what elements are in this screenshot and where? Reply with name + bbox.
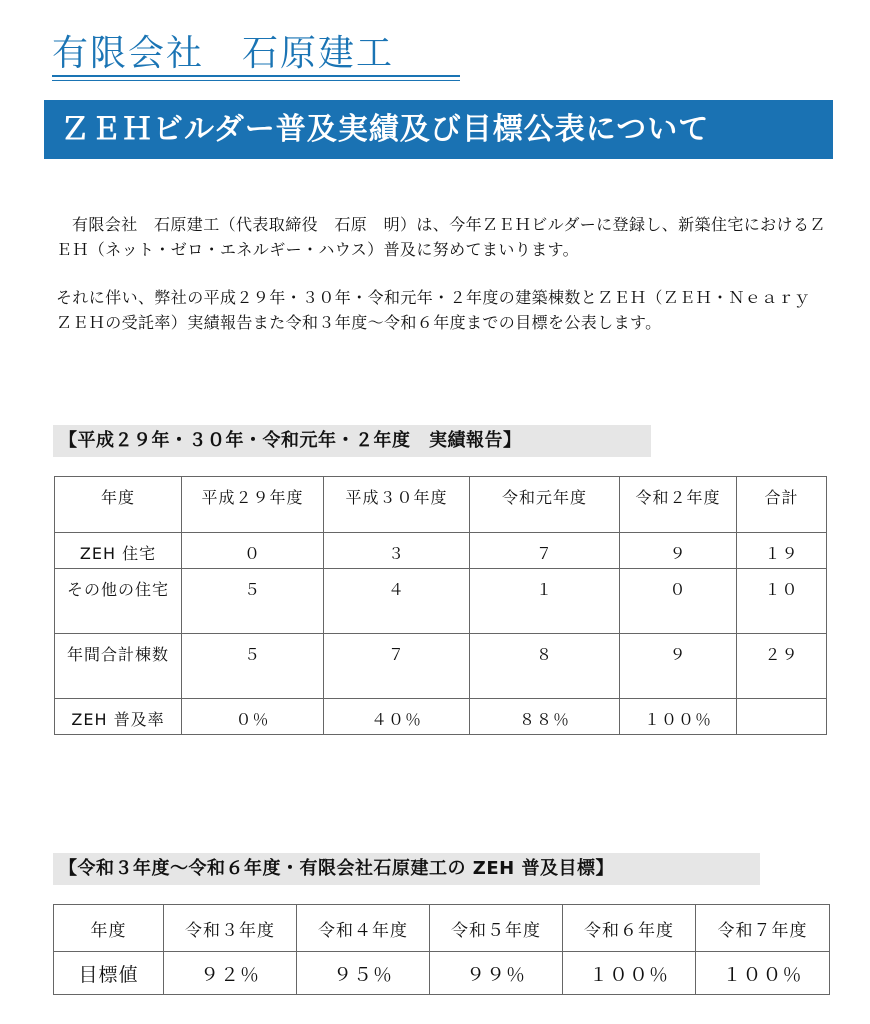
results-header-cell: 平成２９年度 <box>182 477 324 533</box>
targets-table <box>53 904 830 995</box>
company-underline <box>52 75 460 77</box>
row-label: 年間合計棟数 <box>55 634 182 699</box>
targets-header-row <box>54 905 830 952</box>
table-cell: １ <box>470 569 620 634</box>
table-cell: ９ <box>620 533 737 569</box>
target-value-cell: １００％ <box>696 952 830 995</box>
table-cell: ７ <box>324 634 470 699</box>
row-label: ZEH 住宅 <box>55 533 182 569</box>
table-cell: ２９ <box>737 634 827 699</box>
table-cell <box>737 699 827 735</box>
targets-header-cell: 年度 <box>54 905 164 952</box>
results-header-row <box>55 477 827 533</box>
results-header-cell: 合計 <box>737 477 827 533</box>
table-cell: ４ <box>324 569 470 634</box>
table-cell: ５ <box>182 569 324 634</box>
targets-header-cell: 令和６年度 <box>563 905 696 952</box>
targets-heading: 【令和３年度～令和６年度・有限会社石原建工の ZEH 普及目標】 <box>53 853 760 885</box>
target-value-cell: ９２％ <box>164 952 297 995</box>
row-label: 目標値 <box>54 952 164 995</box>
page-title: ＺＥＨビルダー普及実績及び目標公表について <box>44 100 833 159</box>
target-value-cell: １００％ <box>563 952 696 995</box>
targets-header-cell: 令和５年度 <box>430 905 563 952</box>
target-value-cell: ９５％ <box>297 952 430 995</box>
row-label: その他の住宅 <box>55 569 182 634</box>
company-underline-thin <box>52 80 460 81</box>
table-cell: ８ <box>470 634 620 699</box>
table-row <box>55 533 827 569</box>
table-cell: ０ <box>182 533 324 569</box>
results-header-cell: 年度 <box>55 477 182 533</box>
targets-value-row <box>54 952 830 995</box>
table-cell: ７ <box>470 533 620 569</box>
target-value-cell: ９９％ <box>430 952 563 995</box>
results-header-cell: 令和２年度 <box>620 477 737 533</box>
table-cell: ９ <box>620 634 737 699</box>
results-table <box>54 476 827 735</box>
company-name: 有限会社 石原建工 <box>52 33 395 74</box>
intro-paragraph-1: 有限会社 石原建工（代表取締役 石原 明）は、今年ＺＥＨビルダーに登録し、新築住宅におけるＺＥＨ（ネット・ゼロ・エネルギー・ハウス）普及に努めてまいります。 <box>56 215 826 259</box>
table-cell: ５ <box>182 634 324 699</box>
table-cell: ３ <box>324 533 470 569</box>
table-cell: １９ <box>737 533 827 569</box>
table-cell: １０ <box>737 569 827 634</box>
table-cell: ０％ <box>182 699 324 735</box>
table-cell: ４０％ <box>324 699 470 735</box>
results-header-cell: 令和元年度 <box>470 477 620 533</box>
results-header-cell: 平成３０年度 <box>324 477 470 533</box>
results-heading: 【平成２９年・３０年・令和元年・２年度 実績報告】 <box>53 425 651 457</box>
targets-header-cell: 令和４年度 <box>297 905 430 952</box>
table-row <box>55 569 827 634</box>
targets-header-cell: 令和３年度 <box>164 905 297 952</box>
table-row <box>55 699 827 735</box>
table-cell: ０ <box>620 569 737 634</box>
table-row <box>55 634 827 699</box>
table-cell: ８８％ <box>470 699 620 735</box>
table-cell: １００％ <box>620 699 737 735</box>
row-label: ZEH 普及率 <box>55 699 182 735</box>
targets-header-cell: 令和７年度 <box>696 905 830 952</box>
intro-paragraph-2: それに伴い、弊社の平成２９年・３０年・令和元年・２年度の建築棟数とＺＥＨ（ＺＥＨ・ＮｅａｒｙＺＥＨの受託率）実績報告また令和３年度～令和６年度までの目標を公表します。 <box>56 288 811 332</box>
